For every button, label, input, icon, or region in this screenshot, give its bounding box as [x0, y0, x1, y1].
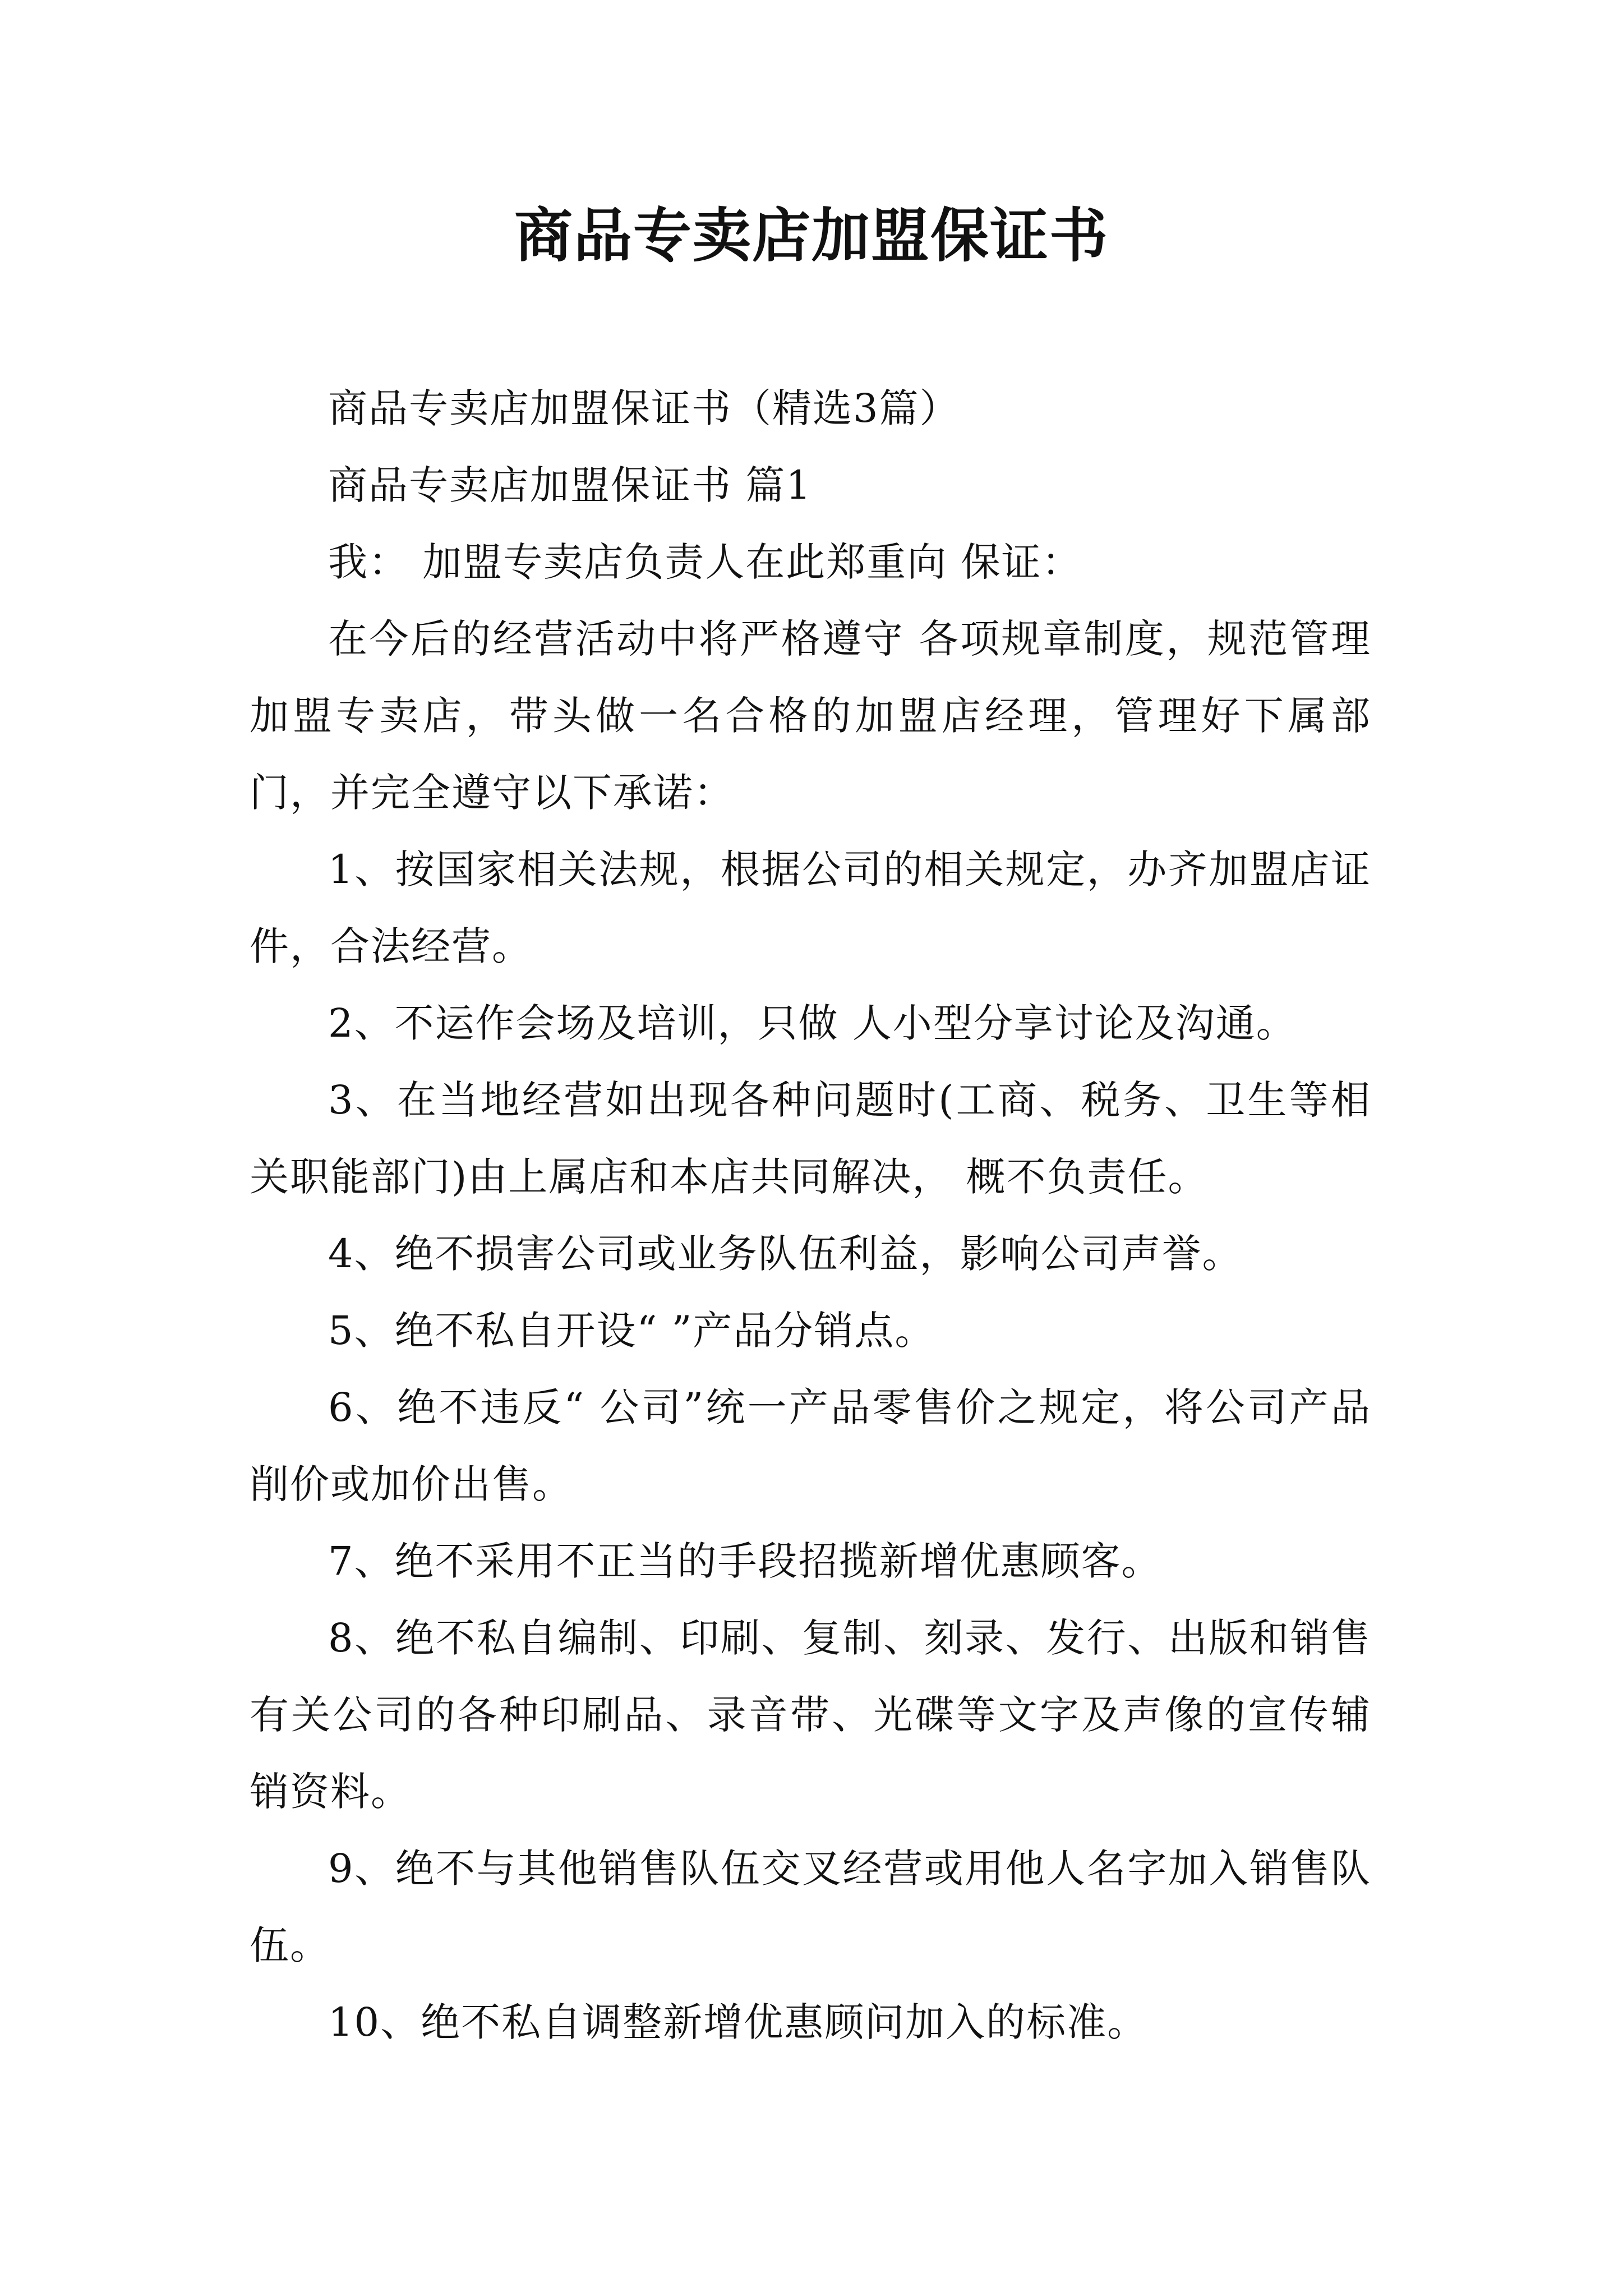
- list-item-1: 1、按国家相关法规，根据公司的相关规定，办齐加盟店证件，合法经营。: [250, 846, 1371, 969]
- list-item-10: 10、绝不私自调整新增优惠顾问加入的标准。: [328, 1999, 1148, 2045]
- list-item-4: 4、绝不损害公司或业务队伍利益，影响公司声誉。: [328, 1231, 1243, 1277]
- list-item-6: 6、绝不违反“ 公司”统一产品零售价之规定，将公司产品削价或加价出售。: [250, 1384, 1371, 1507]
- list-item-5: 5、绝不私自开设“ ”产品分销点。: [328, 1308, 935, 1354]
- document-body: [250, 370, 1371, 2061]
- list-item-3: 3、在当地经营如出现各种问题时(工商、税务、卫生等相关职能部门)由上属店和本店共同解决， 概不负责任。: [250, 1077, 1371, 1200]
- document-title: 商品专卖店加盟保证书: [514, 201, 1109, 270]
- list-item-2: 2、不运作会场及培训，只做 人小型分享讨论及沟通。: [328, 1000, 1297, 1046]
- paragraph-declaration: 我： 加盟专卖店负责人在此郑重向 保证：: [328, 539, 1082, 585]
- list-item-9: 9、绝不与其他销售队伍交叉经营或用他人名字加入销售队伍。: [250, 1846, 1371, 1968]
- list-item-7: 7、绝不采用不正当的手段招揽新增优惠顾客。: [328, 1538, 1162, 1584]
- paragraph-subtitle: 商品专卖店加盟保证书（精选3篇）: [328, 385, 960, 431]
- paragraph-commitment-intro: 在今后的经营活动中将严格遵守 各项规章制度，规范管理加盟专卖店，带头做一名合格的加盟店经理，管理好下属部门，并完全遵守以下承诺：: [250, 616, 1371, 816]
- list-item-8: 8、绝不私自编制、印刷、复制、刻录、发行、出版和销售有关公司的各种印刷品、录音带、光碟等文字及声像的宣传辅销资料。: [250, 1615, 1371, 1815]
- paragraph-section-heading: 商品专卖店加盟保证书 篇1: [328, 462, 812, 508]
